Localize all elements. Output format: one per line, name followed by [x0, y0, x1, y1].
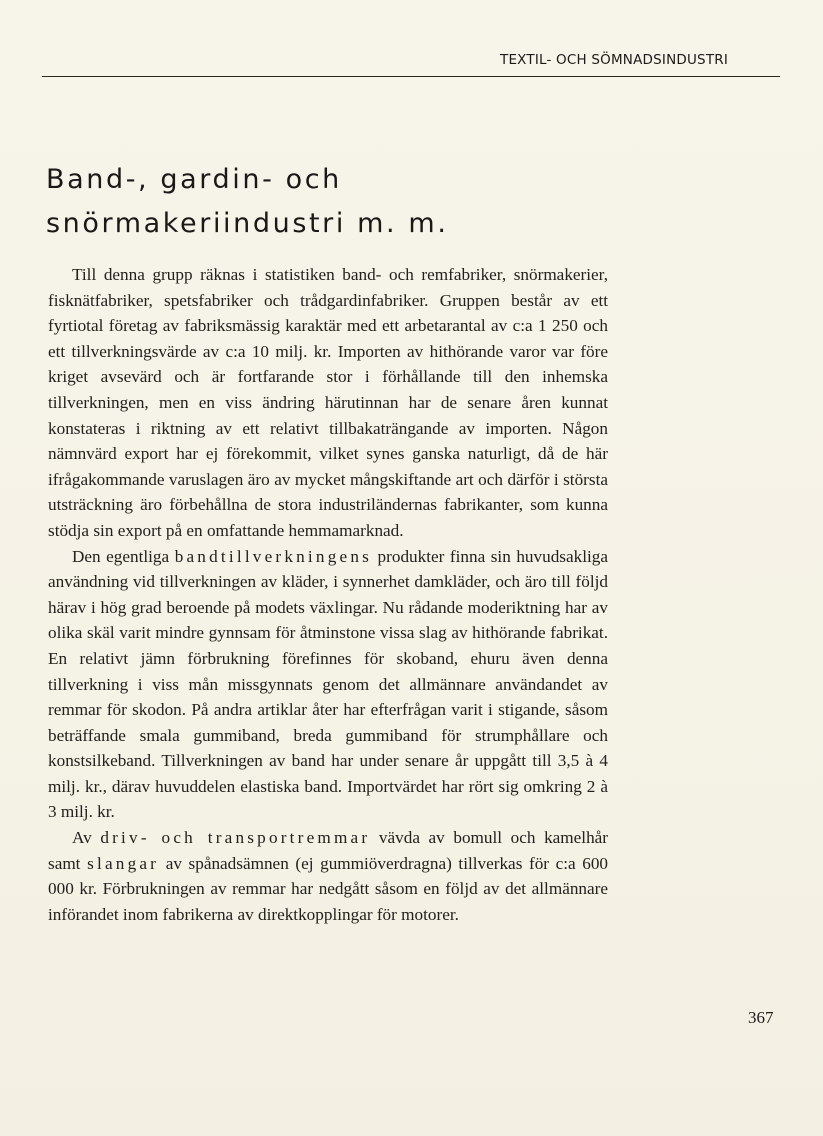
paragraph-2-rest: produkter finna sin huvudsakliga användning vid tillverkningen av kläder, i synnerhet damkläder, och äro till följd härav i hög grad beroende på modets växlingar. Nu rådande moderiktning har av olika skäl varit mindre gynnsam för åtminstone vissa slag av hithörande fabrikat. En relativt jämn förbrukning förefinnes för skoband, ehuru även denna tillverkning i viss mån missgynnats genom det allmännare användandet av remmar för skodon. På andra artiklar åter har efterfrågan varit i stigande, såsom beträffande smala gummiband, breda gummiband för strumphållare och konstsilkeband. Tillverkningen av band har under senare år uppgått till 3,5 à 4 milj. kr., därav huvuddelen elastiska band. Importvärdet har rört sig omkring 2 à 3 milj. kr.: [48, 546, 608, 822]
emphasis-driv-och-transportremmar: driv- och transportremmar: [100, 828, 371, 848]
page-number: 367: [748, 1008, 774, 1027]
paragraph-3-middle: vävda av bomull och kamelhår samt: [48, 828, 609, 873]
paragraph-3-lead: Av: [72, 828, 92, 848]
section-title: [46, 158, 606, 246]
emphasis-bandtillverkningens: bandtillverkningens: [174, 546, 373, 566]
running-head: TEXTIL- OCH SÖMNADSINDUSTRI: [500, 52, 729, 68]
header-rule: [42, 76, 780, 77]
paragraph-3-rest: av spånadsämnen (ej gummiöverdragna) tillverkas för c:a 600 000 kr. Förbrukningen av remmar har nedgått såsom en följd av det allmännare införandet inom fabrikerna av direktkopplingar för motorer.: [48, 853, 609, 924]
paragraph-2: [48, 544, 608, 826]
paragraph-3: [48, 825, 608, 927]
paragraph-1: Till denna grupp räknas i statistiken band- och remfabriker, snörmakerier, fisknätfabriker, spetsfabriker och trådgardinfabriker. Gruppen består av ett fyrtiotal företag av fabriksmässig karaktär med ett arbetarantal av c:a 1 250 och ett tillverkningsvärde av c:a 10 milj. kr. Importen av hithörande varor var före kriget avsevärd och är fortfarande stor i förhållande till den inhemska tillverkningen, men en viss ändring härutinnan har de senare åren kunnat konstateras i riktning av ett relativt tillbakaträngande av importen. Någon nämnvärd export har ej förekommit, vilket synes ganska naturligt, då de här ifrågakommande varuslagen äro av mycket mångskiftande art och därför i största utsträckning äro förbehållna de stora industriländernas fabrikanter, som kunna stödja sin export på en omfattande hemmamarknad.: [48, 265, 608, 540]
section-title-line-2: snörmakeriindustri m. m.: [46, 208, 449, 239]
paragraph-2-lead: Den egentliga: [72, 546, 170, 566]
emphasis-slangar: slangar: [87, 853, 160, 873]
section-title-line-1: Band-, gardin- och: [46, 164, 342, 195]
article-body: [48, 262, 608, 927]
